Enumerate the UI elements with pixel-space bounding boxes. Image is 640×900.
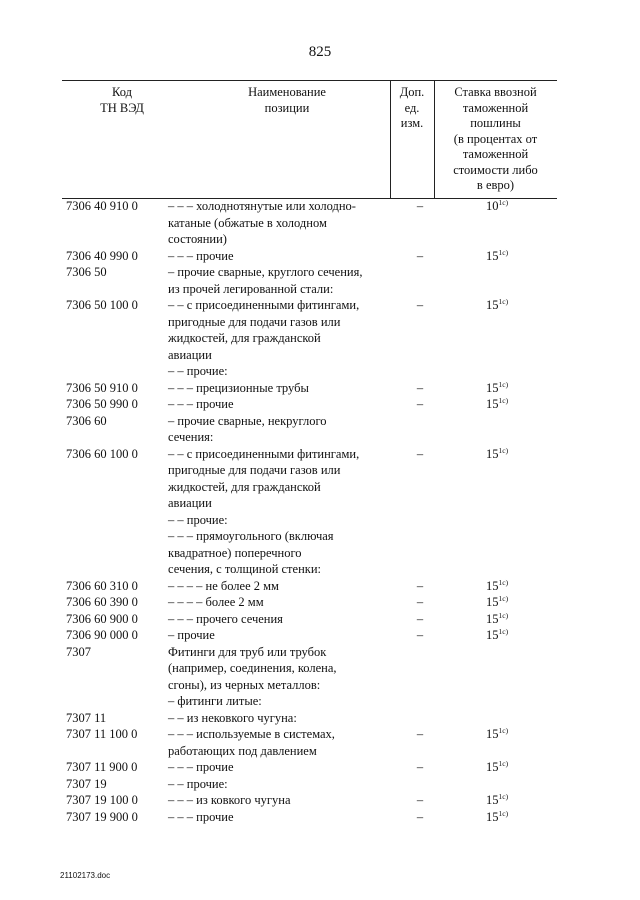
row-name <box>168 528 405 578</box>
row-name <box>168 198 405 248</box>
table-row <box>0 363 640 380</box>
row-name <box>168 512 405 529</box>
row-name <box>168 413 405 446</box>
rate-footnote: 1c) <box>498 396 509 405</box>
table-header <box>62 80 557 199</box>
rate-value: 15 <box>486 578 499 593</box>
row-name <box>168 297 405 363</box>
row-name <box>168 578 405 595</box>
row-name-line: сечения: <box>168 430 214 444</box>
row-name-line: – – – холоднотянутые или холодно- <box>168 199 356 213</box>
header-rate-line: в евро) <box>476 178 515 192</box>
row-unit: – <box>416 298 424 312</box>
row-name-line: – – прочие: <box>168 776 228 791</box>
row-name-line: – – – прочие <box>168 760 234 774</box>
header-name-line: Наименование <box>248 85 326 99</box>
row-code: 7306 60 390 0 <box>66 595 138 609</box>
row-rate <box>486 248 508 265</box>
row-name-line: Фитинги для труб или трубок <box>168 644 327 659</box>
row-name <box>168 627 405 644</box>
row-name-line: пригодные для подачи газов или <box>168 314 341 329</box>
row-name-line: – – с присоединенными фитингами, <box>168 298 360 312</box>
rate-footnote: 1c) <box>498 610 509 620</box>
rate-value: 10 <box>486 199 499 213</box>
row-rate <box>486 611 508 628</box>
row-name <box>168 776 405 793</box>
rate-value: 15 <box>486 248 499 263</box>
table-row <box>0 396 640 413</box>
row-name <box>168 396 405 413</box>
rate-footnote: 1c) <box>498 792 509 801</box>
row-rate <box>486 809 508 826</box>
row-unit: – <box>416 578 424 593</box>
row-code: 7306 40 990 0 <box>66 248 138 263</box>
page-number: 825 <box>308 44 332 60</box>
rate-footnote: 1c) <box>498 297 509 306</box>
rate-footnote: 1c) <box>498 759 509 768</box>
row-name-line: – – – прочие <box>168 248 234 263</box>
row-name-line: жидкостей, для гражданской <box>168 331 321 345</box>
table-row <box>0 776 640 793</box>
rate-value: 15 <box>486 595 499 609</box>
row-rate <box>486 198 508 215</box>
row-rate <box>486 396 508 413</box>
header-code-line: ТН ВЭД <box>100 100 144 115</box>
row-name-line: (например, соединения, колена, <box>168 661 337 675</box>
rate-value: 15 <box>486 793 499 807</box>
rate-footnote: 1c) <box>498 808 509 818</box>
table-body <box>0 198 640 825</box>
rate-footnote: 1c) <box>498 577 509 587</box>
table-row <box>0 710 640 727</box>
row-name-line: состоянии) <box>168 232 227 246</box>
rate-footnote: 1c) <box>498 627 509 636</box>
row-name-line: – – – используемые в системах, <box>168 727 335 741</box>
row-rate <box>486 446 508 463</box>
row-unit: – <box>416 809 424 824</box>
row-code: 7306 60 <box>66 413 107 428</box>
header-name-line: позиции <box>264 100 310 115</box>
row-code: 7307 <box>66 644 91 659</box>
row-name-line: – – – прочие <box>168 397 234 411</box>
row-code: 7307 11 100 0 <box>66 727 138 741</box>
row-unit: – <box>416 628 424 642</box>
table-row <box>0 446 640 512</box>
header-unit <box>390 85 434 132</box>
table-row <box>0 611 640 628</box>
table-row <box>0 693 640 710</box>
row-name <box>168 809 405 826</box>
table-row <box>0 809 640 826</box>
row-code: 7307 11 <box>66 710 107 725</box>
row-name <box>168 446 405 512</box>
row-unit: – <box>416 397 424 411</box>
row-unit: – <box>416 727 424 741</box>
row-code: 7306 50 990 0 <box>66 397 138 411</box>
row-rate <box>486 297 508 314</box>
row-code: 7306 60 900 0 <box>66 611 138 626</box>
row-name-line: квадратное) поперечного <box>168 545 302 560</box>
row-code: 7307 11 900 0 <box>66 760 138 774</box>
row-name <box>168 792 405 809</box>
row-code: 7306 40 910 0 <box>66 199 138 213</box>
row-name-line: – – с присоединенными фитингами, <box>168 446 360 461</box>
rate-value: 15 <box>486 727 499 741</box>
footer-filename: 21102173.doc <box>60 871 111 880</box>
table-row <box>0 759 640 776</box>
row-rate <box>486 578 508 595</box>
table-row <box>0 297 640 363</box>
rate-value: 15 <box>486 298 499 312</box>
row-rate <box>486 792 508 809</box>
row-name-line: – – – прочие <box>168 809 234 824</box>
header-unit-line: ед. <box>404 100 420 115</box>
table-row <box>0 644 640 694</box>
row-name <box>168 611 405 628</box>
rate-footnote: 1c) <box>498 247 509 257</box>
header-code <box>62 85 182 116</box>
header-rate-line: таможенной <box>462 147 529 161</box>
row-unit: – <box>416 248 424 263</box>
row-code: 7306 50 910 0 <box>66 380 138 395</box>
row-name-line: – – – из ковкого чугуна <box>168 793 291 807</box>
row-name-line: катаные (обжатые в холодном <box>168 215 327 230</box>
row-unit: – <box>416 199 424 213</box>
row-name-line: – прочие сварные, круглого сечения, <box>168 265 363 279</box>
row-name-line: сечения, с толщиной стенки: <box>168 562 321 576</box>
row-unit: – <box>416 446 424 461</box>
row-name-line: – прочие <box>168 628 215 642</box>
row-rate <box>486 380 508 397</box>
row-unit: – <box>416 760 424 774</box>
rate-value: 15 <box>486 397 499 411</box>
header-rate-line: Ставка ввозной <box>454 85 537 99</box>
rate-footnote: 1c) <box>498 379 509 389</box>
row-code: 7306 60 310 0 <box>66 578 138 593</box>
rate-value: 15 <box>486 628 499 642</box>
row-unit: – <box>416 595 424 609</box>
row-unit: – <box>416 380 424 395</box>
table-row <box>0 594 640 611</box>
row-rate <box>486 627 508 644</box>
row-name <box>168 759 405 776</box>
row-code: 7306 50 100 0 <box>66 298 138 312</box>
row-name <box>168 644 405 694</box>
row-name-line: – – – прямоугольного (включая <box>168 529 334 543</box>
table-row <box>0 578 640 595</box>
row-name-line: – – – прочего сечения <box>168 611 283 626</box>
row-code: 7306 60 100 0 <box>66 446 138 461</box>
row-code: 7306 90 000 0 <box>66 628 138 642</box>
row-name-line: авиации <box>168 496 212 510</box>
table-row <box>0 726 640 759</box>
table-row <box>0 198 640 248</box>
rate-footnote: 1c) <box>498 594 509 603</box>
row-name <box>168 726 405 759</box>
table-row <box>0 380 640 397</box>
header-rate-line: таможенной <box>462 100 529 115</box>
row-name-line: – – – – более 2 мм <box>168 595 264 609</box>
table-row <box>0 627 640 644</box>
header-unit-line: Доп. <box>399 85 425 99</box>
rate-value: 15 <box>486 611 499 626</box>
row-rate <box>486 594 508 611</box>
table-row <box>0 792 640 809</box>
row-name-line: – – – – не более 2 мм <box>168 578 279 593</box>
header-name <box>197 85 377 116</box>
rate-value: 15 <box>486 760 499 774</box>
row-rate <box>486 759 508 776</box>
row-name-line: – – из нековкого чугуна: <box>168 710 297 725</box>
header-code-line: Код <box>112 85 132 99</box>
rate-value: 15 <box>486 446 499 461</box>
row-name-line: сгоны), из черных металлов: <box>168 677 321 692</box>
row-name <box>168 710 405 727</box>
table-row <box>0 248 640 265</box>
header-rate-line: стоимости либо <box>453 162 538 177</box>
table-row <box>0 512 640 529</box>
header-unit-line: изм. <box>400 116 424 130</box>
row-name-line: авиации <box>168 347 212 362</box>
rate-footnote: 1c) <box>498 198 509 207</box>
rate-value: 15 <box>486 380 499 395</box>
row-unit: – <box>416 793 424 807</box>
row-name-line: работающих под давлением <box>168 743 317 758</box>
row-code: 7307 19 900 0 <box>66 809 138 824</box>
row-name <box>168 363 405 380</box>
row-name-line: жидкостей, для гражданской <box>168 479 321 494</box>
row-name <box>168 594 405 611</box>
rate-footnote: 1c) <box>498 726 509 735</box>
row-name-line: – – – прецизионные трубы <box>168 380 309 395</box>
row-unit: – <box>416 611 424 626</box>
rate-footnote: 1c) <box>498 445 509 455</box>
row-name <box>168 693 405 710</box>
row-name <box>168 264 405 297</box>
table-row <box>0 528 640 578</box>
rate-value: 15 <box>486 809 499 824</box>
table-row <box>0 413 640 446</box>
header-rate-line: пошлины <box>470 116 521 130</box>
row-name-line: – – прочие: <box>168 512 228 527</box>
row-rate <box>486 726 508 743</box>
row-name <box>168 380 405 397</box>
row-name-line: – – прочие: <box>168 364 228 378</box>
row-name-line: из прочей легированной стали: <box>168 281 334 296</box>
header-rate <box>434 85 557 194</box>
row-name-line: пригодные для подачи газов или <box>168 463 341 477</box>
row-code: 7306 50 <box>66 265 107 279</box>
row-code: 7307 19 <box>66 776 107 791</box>
row-name-line: – прочие сварные, некруглого <box>168 413 327 428</box>
table-row <box>0 264 640 297</box>
row-name-line: – фитинги литые: <box>168 694 262 708</box>
row-code: 7307 19 100 0 <box>66 793 138 807</box>
row-name <box>168 248 405 265</box>
header-rate-line: (в процентах от <box>453 131 538 146</box>
